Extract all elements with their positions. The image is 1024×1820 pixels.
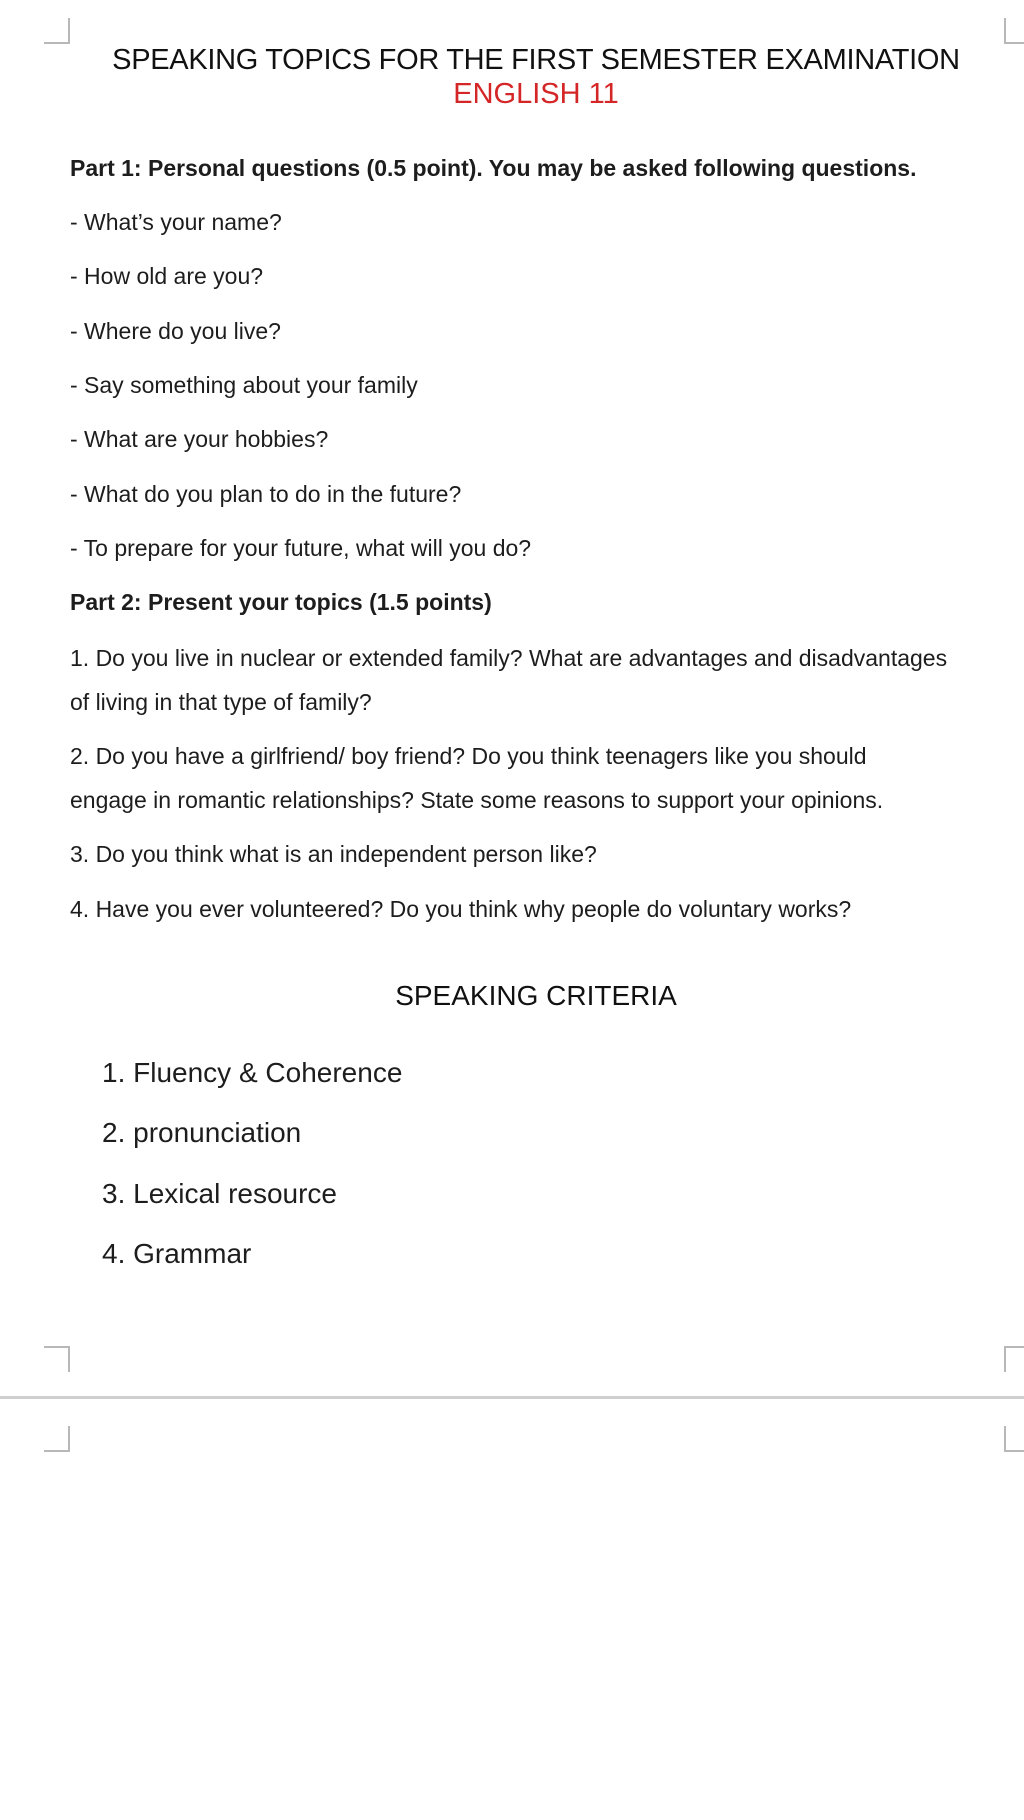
criteria-item: 1. Fluency & Coherence <box>102 1057 403 1088</box>
part2-topic-2-continued: engage in romantic relationships? State some reasons to support your opinions. <box>70 787 884 813</box>
part1-heading: Part 1: Personal questions (0.5 point). You may be asked following questions. <box>70 155 917 181</box>
page-corner-mark <box>1004 18 1024 44</box>
part2-topic-3: 3. Do you think what is an independent person like? <box>70 841 597 867</box>
document-subtitle: ENGLISH 11 <box>453 78 619 110</box>
criteria-heading: SPEAKING CRITERIA <box>395 980 677 1011</box>
page-corner-mark <box>44 18 70 44</box>
part1-question: - What do you plan to do in the future? <box>70 481 462 507</box>
part1-question: - How old are you? <box>70 263 264 289</box>
page-corner-mark <box>44 1426 70 1452</box>
part2-topic-1-continued: of living in that type of family? <box>70 689 372 715</box>
part1-question: - To prepare for your future, what will you do? <box>70 535 532 561</box>
page-separator <box>0 1396 1024 1399</box>
part2-topic-1: 1. Do you live in nuclear or extended family? What are advantages and disadvantages <box>70 645 948 671</box>
page-corner-mark <box>1004 1426 1024 1452</box>
part2-heading: Part 2: Present your topics (1.5 points) <box>70 589 492 615</box>
page-corner-mark <box>44 1346 70 1372</box>
part1-question: - What are your hobbies? <box>70 426 329 452</box>
criteria-item: 2. pronunciation <box>102 1117 302 1148</box>
part2-topic-2: 2. Do you have a girlfriend/ boy friend? Do you think teenagers like you should <box>70 743 867 769</box>
document-title: SPEAKING TOPICS FOR THE FIRST SEMESTER EXAMINATION <box>112 44 960 76</box>
document-page-2 <box>0 1400 1024 1820</box>
criteria-item: 4. Grammar <box>102 1238 252 1269</box>
page-corner-mark <box>1004 1346 1024 1372</box>
part1-question: - Where do you live? <box>70 318 281 344</box>
part1-question: - Say something about your family <box>70 372 418 398</box>
criteria-item: 3. Lexical resource <box>102 1178 338 1209</box>
part1-question: - What’s your name? <box>70 209 282 235</box>
part2-topic-4: 4. Have you ever volunteered? Do you think why people do voluntary works? <box>70 896 852 922</box>
